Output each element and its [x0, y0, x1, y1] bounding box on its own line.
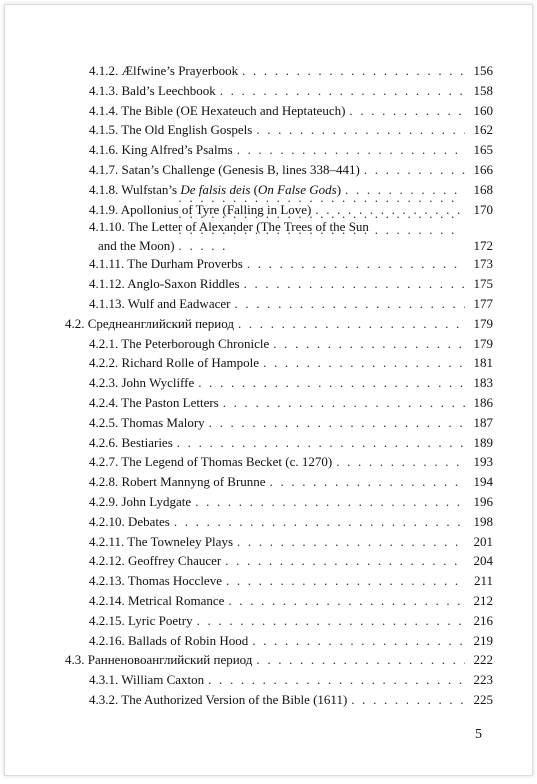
toc-entry-page: 216	[473, 612, 493, 628]
toc-entry-title: 4.2.13. Thomas Hoccleve	[89, 573, 222, 589]
toc-entry[interactable]	[65, 61, 493, 81]
toc-entry[interactable]	[65, 571, 493, 591]
toc-leader-dots	[198, 373, 465, 393]
toc-entry-page: 170	[473, 201, 493, 217]
toc-entry-page: 156	[473, 63, 493, 78]
toc-entry-title: 4.2.8. Robert Mannyng of Brunne	[89, 474, 266, 490]
toc-leader-dots	[223, 393, 465, 413]
toc-leader-dots	[244, 274, 465, 294]
toc-entry[interactable]	[65, 532, 493, 552]
toc-entry-page: 204	[473, 553, 493, 569]
toc-entry[interactable]	[65, 551, 493, 571]
toc-leader-dots	[209, 413, 465, 433]
toc-entry-page: 181	[473, 355, 493, 371]
toc-leader-dots	[220, 81, 465, 101]
toc-entry-page: 165	[473, 142, 493, 158]
toc-entry-page: 187	[473, 414, 493, 430]
toc-entry[interactable]	[65, 611, 493, 631]
toc-entry-page: 168	[473, 181, 493, 197]
toc-entry-title: 4.1.3. Bald’s Leechbook	[89, 82, 216, 98]
toc-entry-page: 212	[473, 592, 493, 608]
toc-entry[interactable]	[65, 353, 493, 373]
toc-leader-dots	[252, 631, 465, 651]
toc-leader-dots	[228, 591, 465, 611]
toc-entry-title-line1: 4.1.10. The Letter of Alexander (The Trees of the Sun	[89, 219, 369, 235]
toc-entry[interactable]	[65, 334, 493, 354]
toc-leader-dots	[226, 571, 465, 591]
toc-entry-page: 158	[473, 82, 493, 98]
toc-entry[interactable]	[65, 120, 493, 140]
toc-section-title: 4.3. Ранненовоанглийский период	[65, 652, 253, 668]
toc-leader-dots	[197, 611, 465, 631]
toc-leader-dots	[263, 353, 465, 373]
toc-entry-title: 4.2.9. John Lydgate	[89, 493, 192, 509]
toc-entry[interactable]	[65, 393, 493, 413]
toc-entry[interactable]	[65, 101, 493, 121]
toc-leader-dots	[237, 532, 465, 552]
toc-entry-title: 4.2.2. Richard Rolle of Hampole	[89, 355, 260, 371]
toc-entry-page: 172	[473, 238, 493, 254]
toc-leader-dots	[256, 120, 465, 140]
toc-entry-page: 222	[473, 652, 493, 668]
toc-leader-dots	[177, 433, 465, 453]
toc-entry[interactable]	[65, 254, 493, 274]
toc-entry-title: 4.2.16. Ballads of Robin Hood	[89, 632, 249, 648]
document-page	[4, 4, 533, 776]
toc-entry[interactable]	[65, 413, 493, 433]
toc-entry[interactable]	[65, 472, 493, 492]
toc-entry-title: 4.2.14. Metrical Romance	[89, 592, 225, 608]
toc-entry[interactable]	[65, 512, 493, 532]
toc-leader-dots	[273, 334, 465, 354]
toc-entry-title-line2: and the Moon)	[98, 238, 175, 254]
toc-entry-page: 196	[473, 493, 493, 509]
toc-entry-page: 179	[473, 315, 493, 331]
toc-entry[interactable]	[65, 81, 493, 101]
toc-leader-dots	[256, 650, 465, 670]
toc-entry-title: 4.1.5. The Old English Gospels	[89, 122, 253, 138]
toc-entry[interactable]	[65, 294, 493, 314]
toc-leader-dots	[336, 452, 465, 472]
toc-entry-title: 4.2.5. Thomas Malory	[89, 414, 205, 430]
toc-entry-title: 4.1.2. Ælfwine’s Prayerbook	[89, 63, 239, 78]
toc-entry-title: 4.2.1. The Peterborough Chronicle	[89, 335, 270, 351]
toc-entry[interactable]	[65, 690, 493, 710]
toc-entry-title: 4.1.6. King Alfred’s Psalms	[89, 142, 233, 158]
toc-entry-page: 177	[473, 295, 493, 311]
toc-entry[interactable]	[65, 452, 493, 472]
toc-entry-page: 189	[473, 434, 493, 450]
toc-entry-page: 175	[473, 276, 493, 292]
toc-leader-dots	[351, 690, 465, 710]
toc-entry-page: 162	[473, 122, 493, 138]
toc-entry[interactable]	[65, 373, 493, 393]
toc-entry[interactable]	[65, 433, 493, 453]
toc-entry-page: 211	[473, 573, 493, 589]
toc-entry[interactable]	[65, 274, 493, 294]
toc-entry-page: 219	[473, 632, 493, 648]
table-of-contents	[65, 61, 493, 710]
toc-leader-dots	[179, 190, 465, 254]
toc-entry-page: 173	[473, 256, 493, 272]
toc-leader-dots	[349, 101, 465, 121]
toc-leader-dots	[364, 160, 465, 180]
toc-entry-title: 4.1.7. Satan’s Challenge (Genesis B, lines 338–441)	[89, 161, 360, 177]
toc-leader-dots	[270, 472, 465, 492]
page-number: 5	[475, 727, 482, 742]
toc-entry-title: 4.1.4. The Bible (OE Hexateuch and Heptateuch)	[89, 102, 346, 118]
toc-entry[interactable]	[65, 631, 493, 651]
toc-section[interactable]	[65, 650, 493, 670]
toc-entry-title: 4.1.8. Wulfstan’s De falsis deis (On False Gods)	[89, 181, 342, 197]
toc-entry-title: 4.2.11. The Towneley Plays	[89, 533, 234, 549]
toc-entry-page: 201	[473, 533, 493, 549]
toc-entry[interactable]	[65, 591, 493, 611]
toc-leader-dots	[195, 492, 465, 512]
toc-entry-title: 4.2.7. The Legend of Thomas Becket (c. 1270)	[89, 454, 333, 470]
toc-entry[interactable]	[65, 160, 493, 180]
toc-entry-page: 179	[473, 335, 493, 351]
toc-entry-page: 186	[473, 394, 493, 410]
toc-entry-page: 160	[473, 102, 493, 118]
toc-entry-title: 4.1.9. Apollonius of Tyre (Falling in Love)	[89, 201, 312, 217]
toc-entry-title: 4.2.4. The Paston Letters	[89, 394, 219, 410]
toc-entry-page: 223	[473, 672, 493, 688]
toc-entry-title: 4.2.10. Debates	[89, 513, 170, 529]
toc-leader-dots	[174, 512, 465, 532]
toc-entry-title: 4.1.13. Wulf and Eadwacer	[89, 295, 231, 311]
toc-leader-dots	[225, 551, 465, 571]
toc-leader-dots	[234, 294, 465, 314]
toc-entry[interactable]	[65, 140, 493, 160]
toc-entry-title: 4.3.1. William Caxton	[89, 672, 205, 688]
toc-leader-dots	[247, 254, 465, 274]
toc-entry[interactable]	[65, 492, 493, 512]
toc-entry-title: 4.1.12. Anglo-Saxon Riddles	[89, 276, 240, 292]
toc-section[interactable]	[65, 314, 493, 334]
toc-entry-title: 4.2.15. Lyric Poetry	[89, 612, 193, 628]
toc-entry-title: 4.3.2. The Authorized Version of the Bible (1611)	[89, 691, 348, 707]
toc-leader-dots	[238, 314, 465, 334]
toc-entry-page: 193	[473, 454, 493, 470]
toc-entry-title: 4.1.11. The Durham Proverbs	[89, 256, 243, 272]
toc-entry-page: 198	[473, 513, 493, 529]
toc-leader-dots	[237, 140, 465, 160]
toc-entry-title: 4.2.12. Geoffrey Chaucer	[89, 553, 222, 569]
toc-section-title: 4.2. Среднеанглийский период	[65, 315, 234, 331]
toc-entry[interactable]	[65, 219, 493, 254]
toc-leader-dots	[208, 670, 465, 690]
toc-entry-page: 166	[473, 161, 493, 177]
toc-entry-title: 4.2.6. Bestiaries	[89, 434, 173, 450]
toc-leader-dots	[242, 61, 465, 81]
toc-entry[interactable]	[65, 670, 493, 690]
toc-entry-page: 183	[473, 375, 493, 391]
toc-entry-title: 4.2.3. John Wycliffe	[89, 375, 195, 391]
toc-entry-page: 194	[473, 474, 493, 490]
toc-entry-page: 225	[473, 691, 493, 707]
